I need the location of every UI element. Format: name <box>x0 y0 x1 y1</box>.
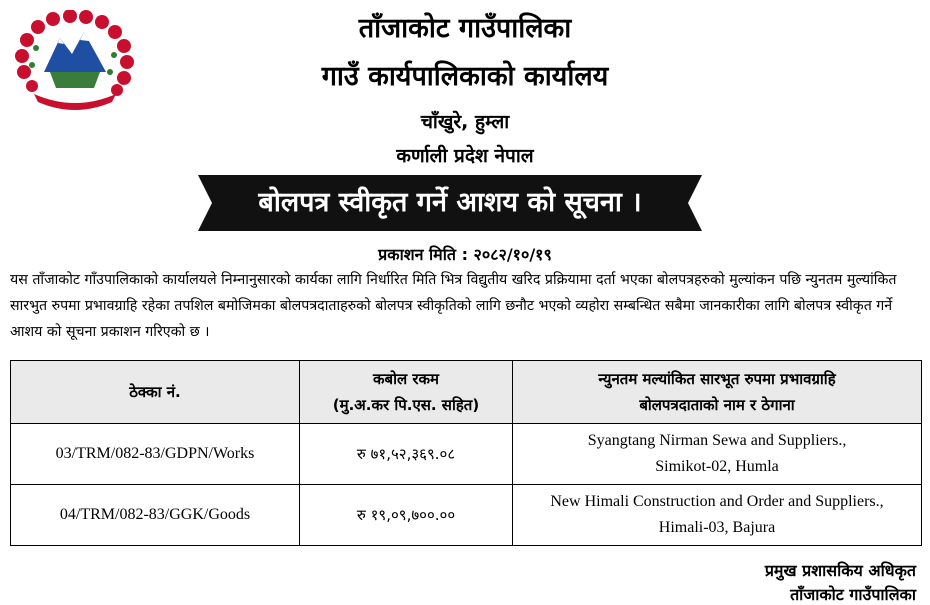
office-name: गाउँ कार्यपालिकाको कार्यालय <box>321 61 609 92</box>
notice-title: बोलपत्र स्वीकृत गर्ने आशय को सूचना । <box>258 187 642 218</box>
publication-date: प्रकाशन मिति : २०८२/१०/१९ <box>378 245 552 264</box>
header-contract-no: ठेक्का नं. <box>11 361 300 424</box>
amount-cell: रु ७१,५२,३६९.०८ <box>300 424 513 485</box>
bidder-cell <box>513 485 922 546</box>
bidder-name: New Himali Construction and Order and Suppliers., <box>550 493 884 510</box>
table-row <box>11 424 922 485</box>
bidder-address: Himali-03, Bajura <box>658 519 776 536</box>
header-bidder <box>513 361 922 424</box>
bidder-address: Simikot-02, Humla <box>655 458 779 475</box>
contract-no-cell: 03/TRM/082-83/GDPN/Works <box>11 424 300 485</box>
contract-no-cell: 04/TRM/082-83/GGK/Goods <box>11 485 300 546</box>
signatory-org: ताँजाकोट गाउँपालिका <box>790 585 916 604</box>
header-bid-amount <box>300 361 513 424</box>
header-bidder-line2: बोलपत्रदाताको नाम र ठेगाना <box>639 396 795 414</box>
table-row <box>11 485 922 546</box>
bidder-cell <box>513 424 922 485</box>
office-address: चाँखुरे, हुम्ला <box>420 111 510 133</box>
bidder-name: Syangtang Nirman Sewa and Suppliers., <box>587 432 847 449</box>
table-header-row <box>11 361 922 424</box>
header-bidder-line1: न्युनतम मल्यांकित सारभूत रुपमा प्रभावग्राहि <box>598 370 836 388</box>
amount-cell: रु १९,०९,७००.०० <box>300 485 513 546</box>
notice-body-text: यस ताँजाकोट गाँउपालिकाको कार्यालयले निम्नानुसारको कार्यका लागि निर्धारित मिति भित्र विद्युतीय खरिद प्रक्रियामा दर्ता भएका बोलपत्रहरुको मुल्यांकन पछि न्युनतम मुल्यांकित सारभुत रुपमा प्रभावग्राहि रहेका तपशिल बमोजिमका बोलपत्रदाताहरुको बोलपत्र स्वीकृतिको लागि छनौट भएको व्यहोरा सम्बन्धित सबैमा जानकारीका लागि बोलपत्र स्वीकृत गर्ने आशय को सूचना प्रकाशन गरिएको छ । <box>10 272 897 340</box>
municipality-name: ताँजाकोट गाउँपालिका <box>358 13 572 44</box>
header-amount-line2: (मु.अ.कर पि.एस. सहित) <box>332 396 480 414</box>
notice-title-banner <box>198 175 702 231</box>
province-name: कर्णाली प्रदेश नेपाल <box>396 145 534 167</box>
header-amount-line1: कबोल रकम <box>373 370 439 388</box>
bid-award-table <box>10 360 922 546</box>
signatory-title: प्रमुख प्रशासकिय अधिकृत <box>764 561 916 580</box>
